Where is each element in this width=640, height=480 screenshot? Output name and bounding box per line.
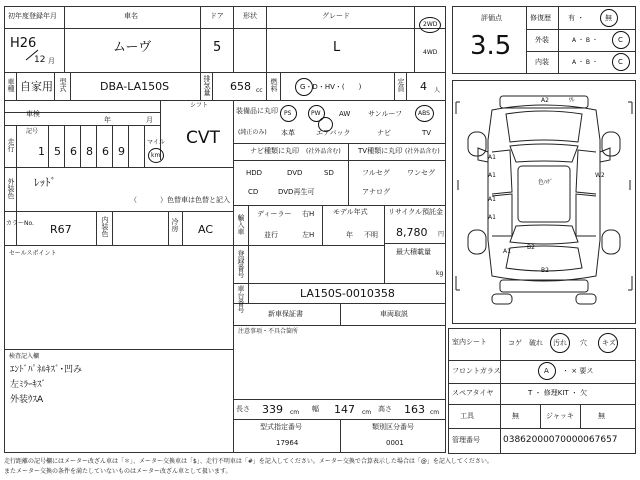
width-unit: cm bbox=[362, 409, 372, 416]
recycle-unit: 円 bbox=[438, 231, 445, 238]
odometer-digit: 9 bbox=[118, 145, 125, 158]
footer-note: 走行距離の記号欄にはメーター改ざん車は「＊」、メーター交換車は「$」、走行不明車は「#」を記入してください。メーター交換で合算表示した場合は「@」を記入してください。 bbox=[4, 458, 493, 465]
class-value: 0001 bbox=[386, 439, 404, 447]
exterior-label: 外装 bbox=[535, 36, 549, 44]
equip-item: 本革 bbox=[281, 129, 295, 137]
name-value: ムーヴ bbox=[113, 40, 152, 55]
exterior-selected: C bbox=[618, 36, 623, 44]
use-value: 自家用 bbox=[20, 80, 53, 93]
import-label: 輸入車 bbox=[237, 214, 245, 235]
capacity-label: 定員 bbox=[397, 78, 405, 92]
odometer-digit: 8 bbox=[86, 145, 93, 158]
navi-option: DVD bbox=[287, 169, 303, 177]
length-label: 長さ bbox=[236, 405, 250, 413]
mgmt-value: 03862000070000067657 bbox=[503, 435, 618, 445]
odometer-digit: 5 bbox=[54, 145, 61, 158]
glass-label: フロントガラス bbox=[452, 367, 501, 375]
shaken-label: 車検 bbox=[26, 110, 40, 118]
tv-title: TV種類に丸印 bbox=[358, 147, 403, 155]
color-label: 外装色 bbox=[7, 178, 15, 199]
equip-item: ナビ bbox=[377, 129, 391, 137]
sales-point-label: セールスポイント bbox=[9, 250, 57, 257]
seat-option: 汚れ bbox=[553, 339, 567, 347]
first-reg-month-unit: 月 bbox=[48, 57, 55, 65]
door-label: ドア bbox=[210, 12, 224, 20]
navi-title: ナビ種類に丸印 bbox=[250, 147, 299, 155]
chassis-label: 車台番号 bbox=[237, 285, 245, 313]
model-year-value: 不明 bbox=[364, 231, 378, 239]
warranty-label: 新車保証書 bbox=[268, 310, 303, 318]
shaken-month-label: 月 bbox=[146, 116, 153, 124]
equip-item: PW bbox=[311, 110, 321, 117]
damage-mark: A1 bbox=[488, 214, 496, 221]
height-unit: cm bbox=[430, 409, 440, 416]
manual-label: 車両取説 bbox=[380, 310, 408, 318]
navi-option: DVD再生可 bbox=[278, 188, 315, 196]
inspector-note: 左ﾐﾗｰｷｽﾞ bbox=[10, 380, 47, 390]
capacity-unit: 人 bbox=[434, 87, 441, 94]
color-code-value: R67 bbox=[50, 223, 72, 236]
score-value: 3.5 bbox=[470, 31, 512, 61]
height-label: 高さ bbox=[378, 405, 392, 413]
tools-value: 無 bbox=[512, 412, 519, 420]
damage-mark: A1 bbox=[503, 248, 511, 255]
height-value: 163 bbox=[404, 403, 425, 416]
fuel-label: 燃料 bbox=[270, 78, 278, 92]
repair-selected: 無 bbox=[605, 14, 612, 22]
interior-label: 内装 bbox=[535, 58, 549, 66]
navi-sub: (社外品含む) bbox=[306, 148, 341, 155]
shaken-year-label: 年 bbox=[104, 116, 111, 124]
damage-mark: A2 bbox=[541, 97, 549, 104]
tools-label: 工具 bbox=[460, 412, 474, 420]
tv-option: フルセグ bbox=[362, 169, 390, 177]
damage-mark: ﾜﾚ bbox=[569, 97, 576, 104]
width-label: 幅 bbox=[312, 405, 319, 413]
damage-mark: A1 bbox=[488, 172, 496, 179]
tv-option: アナログ bbox=[362, 188, 390, 196]
jack-label: ジャッキ bbox=[546, 412, 574, 420]
damage-mark: B2 bbox=[541, 267, 549, 274]
door-value: 5 bbox=[213, 40, 222, 55]
length-value: 339 bbox=[262, 403, 283, 416]
equip-item: AW bbox=[339, 110, 351, 118]
footer-note: またメーター交換の条件を満たしていないものはメーター改ざん車として扱います。 bbox=[4, 468, 232, 475]
odometer-digit: 6 bbox=[70, 145, 77, 158]
inspector-label: 検査記入欄 bbox=[9, 353, 40, 360]
recycle-value: 8,780 bbox=[396, 226, 428, 239]
ac-value: AC bbox=[198, 223, 214, 236]
damage-mark: W2 bbox=[595, 172, 605, 179]
shape-label: 形状 bbox=[243, 12, 257, 20]
displacement-unit: cc bbox=[256, 87, 263, 94]
import-dealer: ディーラー bbox=[257, 210, 292, 218]
seat-option: キズ bbox=[602, 339, 616, 347]
damage-mark: A1 bbox=[488, 154, 496, 161]
equip-item: エアバック bbox=[316, 129, 351, 137]
chassis-value: LA150S-0010358 bbox=[300, 287, 395, 300]
color-note: ）色替車は色替と記入 bbox=[160, 196, 230, 204]
type-value: 17964 bbox=[276, 439, 299, 447]
first-reg-year: H26 bbox=[10, 36, 37, 51]
notice-label: 注意事項・不具合箇所 bbox=[238, 328, 299, 335]
damage-mark: 色ﾊｹﾞ bbox=[538, 179, 554, 186]
name-label: 車名 bbox=[124, 12, 138, 20]
displacement-label: 排気量 bbox=[203, 75, 211, 96]
equip-item: ABS bbox=[418, 110, 430, 117]
damage-mark: B2 bbox=[527, 244, 535, 251]
displacement-value: 658 bbox=[230, 80, 251, 93]
equip-item: TV bbox=[422, 129, 432, 137]
import-left-h: 左H bbox=[302, 231, 315, 239]
spare-label: スペアタイヤ bbox=[452, 389, 494, 397]
seat-label: 室内シート bbox=[452, 338, 487, 346]
reg-label: 登録番号 bbox=[237, 250, 245, 278]
odometer-digits-label: 記号 bbox=[26, 128, 39, 135]
model-year-label: モデル年式 bbox=[333, 208, 368, 216]
repair-label: 修復歴 bbox=[530, 14, 551, 22]
odometer-digit: 1 bbox=[38, 145, 45, 158]
navi-option: HDD bbox=[246, 169, 263, 177]
width-value: 147 bbox=[334, 403, 355, 416]
interior-color-label: 内装色 bbox=[101, 216, 109, 237]
jack-value: 無 bbox=[598, 412, 605, 420]
inspector-note: ｴﾝﾄﾞﾊﾟﾈﾙｷｽﾞ･凹み bbox=[10, 365, 83, 375]
fuel-options: G・D・HV・( ) bbox=[300, 83, 362, 91]
class-label: 類別区分番号 bbox=[372, 423, 414, 431]
seat-option: 穴 bbox=[580, 339, 587, 347]
length-unit: cm bbox=[290, 409, 300, 416]
interior-options: A ・ B ・ bbox=[572, 59, 598, 66]
grade-value: L bbox=[333, 40, 341, 55]
odometer-unit-mile: マイル bbox=[147, 139, 165, 146]
drive-2wd: 2WD bbox=[423, 21, 438, 28]
exterior-options: A ・ B ・ bbox=[572, 37, 598, 44]
recycle-label: リサイクル預託金 bbox=[388, 208, 444, 216]
odometer-label: 走行 bbox=[7, 138, 15, 152]
equipment-label: 装備品に丸印 bbox=[236, 107, 278, 115]
first-reg-month: 12 bbox=[34, 55, 46, 65]
drive-4wd: 4WD bbox=[423, 49, 438, 56]
equip-item: PS bbox=[284, 110, 292, 117]
inspector-note: 外装ｳｽA bbox=[10, 395, 44, 405]
car-damage-diagram bbox=[452, 80, 636, 324]
mgmt-label: 管理番号 bbox=[452, 436, 480, 444]
color-value: ﾚｯﾄﾞ bbox=[34, 176, 56, 189]
navi-option: SD bbox=[324, 169, 334, 177]
seat-option: 破れ bbox=[529, 339, 543, 347]
repair-options: 有 ・ bbox=[568, 14, 585, 22]
import-parallel: 並行 bbox=[264, 231, 278, 239]
navi-option: CD bbox=[248, 188, 259, 196]
model-value: DBA-LA150S bbox=[100, 80, 170, 93]
car-label: 車種 bbox=[7, 78, 15, 92]
glass-selected: A bbox=[544, 367, 549, 375]
tv-sub: (社外品含む) bbox=[405, 148, 440, 155]
capacity-value: 4 bbox=[420, 80, 427, 93]
equip-item: サンルーフ bbox=[368, 110, 403, 118]
glass-option: ・ × 要ス bbox=[562, 367, 594, 375]
odometer-digit: 6 bbox=[102, 145, 109, 158]
max-load-unit: kg bbox=[436, 270, 444, 277]
import-right-h: 右H bbox=[302, 210, 315, 218]
equipment-sub: (純正のみ) bbox=[238, 129, 267, 136]
model-label: 型式 bbox=[59, 78, 67, 92]
tv-option: ワンセグ bbox=[407, 169, 435, 177]
interior-selected: C bbox=[618, 58, 623, 66]
score-label: 評価点 bbox=[481, 14, 502, 22]
type-label: 型式指定番号 bbox=[260, 423, 302, 431]
model-year-unit: 年 bbox=[346, 231, 353, 239]
spare-options: T ・ 修理KIT ・ 欠 bbox=[528, 389, 588, 397]
max-load-label: 最大積載量 bbox=[396, 248, 431, 256]
shift-value: CVT bbox=[186, 128, 220, 148]
shift-label: シフト bbox=[190, 102, 209, 109]
color-paren: （ bbox=[130, 196, 137, 204]
damage-mark: A1 bbox=[488, 196, 496, 203]
color-code-label: カラーNo. bbox=[6, 220, 34, 227]
first-reg-label: 初年度登録年月 bbox=[8, 12, 57, 20]
odometer-unit-km: km bbox=[151, 152, 161, 159]
ac-label: 冷房 bbox=[171, 218, 179, 232]
grade-label: グレード bbox=[322, 12, 350, 20]
seat-option: コゲ bbox=[508, 339, 522, 347]
